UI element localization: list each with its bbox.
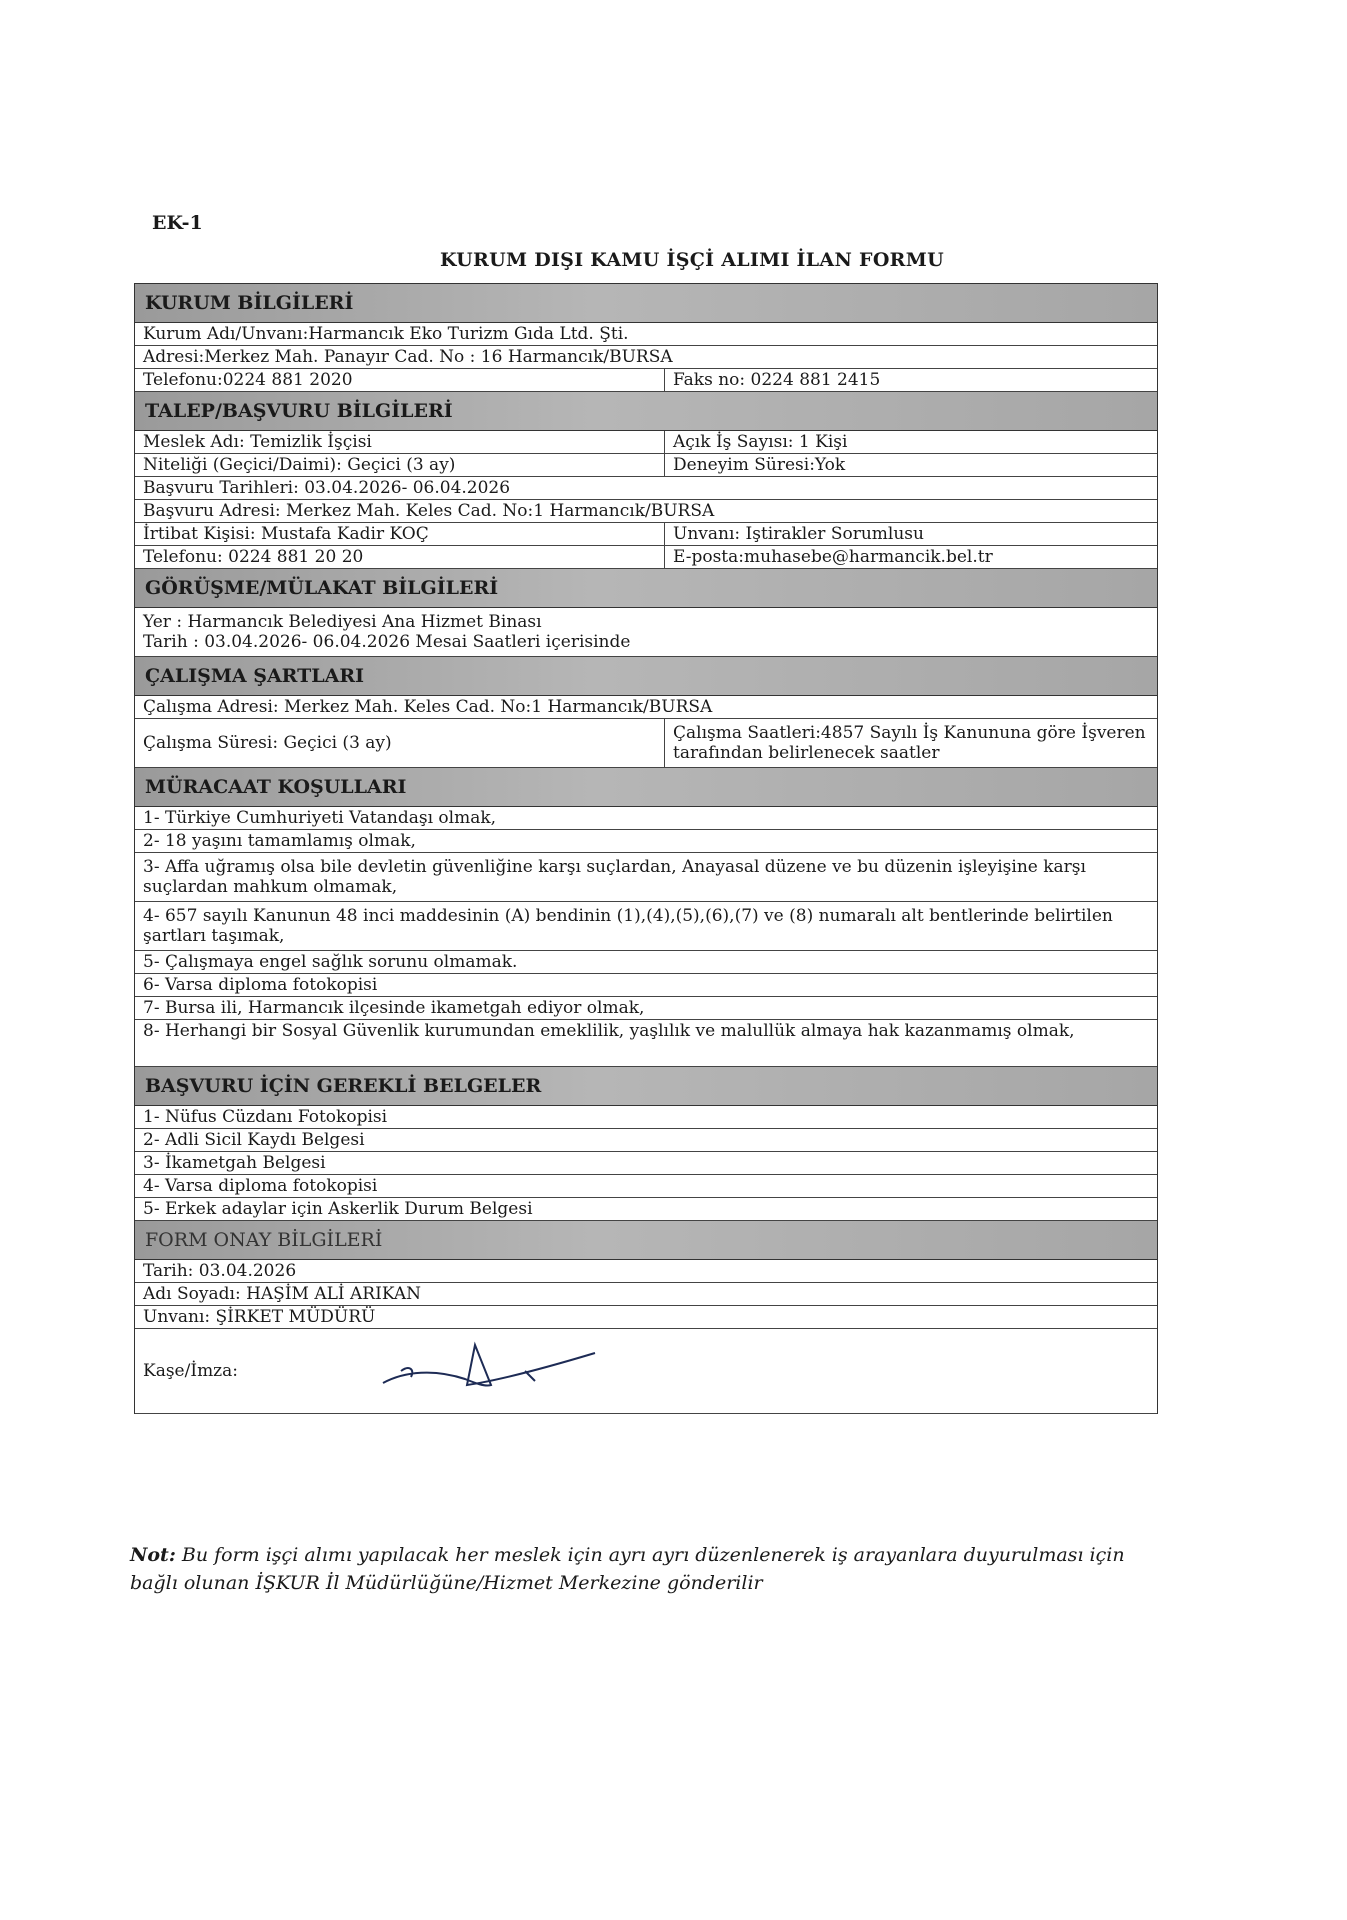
note-text: Bu form işçi alımı yapılacak her meslek için ayrı ayrı düzenlenerek iş arayanlara duyurulması için bağlı olunan İŞKUR İl Müdürlüğüne/Hizmet Merkezine gönderilir	[130, 1544, 1125, 1594]
irtibat-kisisi: İrtibat Kişisi: Mustafa Kadir KOÇ	[135, 523, 665, 545]
onay-tarih: Tarih: 03.04.2026	[143, 1261, 297, 1281]
list-item	[135, 1020, 1157, 1042]
belge-5: 5- Erkek adaylar için Askerlik Durum Belgesi	[143, 1199, 533, 1219]
row-onay-unvan	[135, 1306, 1157, 1329]
job-posting-form	[134, 283, 1158, 1414]
row-gorusme	[135, 608, 1157, 657]
muracaat-kosul-3: 3- Affa uğramış olsa bile devletin güvenliğine karşı suçlardan, Anayasal düzene ve bu düzenin işleyişine karşı suçlardan mahkum olmamak,	[143, 857, 1086, 897]
list-item	[135, 1175, 1157, 1198]
kurum-faks: Faks no: 0224 881 2415	[673, 370, 881, 390]
muracaat-kosul-8: 8- Herhangi bir Sosyal Güvenlik kurumundan emeklilik, yaşlılık ve malullük almaya hak kazanmamış olmak,	[143, 1021, 1075, 1041]
gorusme-tarih: Tarih : 03.04.2026- 06.04.2026 Mesai Saatleri içerisinde	[143, 632, 631, 652]
row-kase-imza	[135, 1329, 1157, 1414]
row-iletisim	[135, 546, 1157, 569]
gorusme-yer: Yer : Harmancık Belediyesi Ana Hizmet Binası	[143, 612, 542, 632]
row-onay-adi	[135, 1283, 1157, 1306]
kurum-adresi: Adresi:Merkez Mah. Panayır Cad. No : 16 Harmancık/BURSA	[143, 347, 673, 367]
list-item	[135, 807, 1157, 830]
row-kurum-adresi	[135, 346, 1157, 369]
belge-3: 3- İkametgah Belgesi	[143, 1153, 326, 1173]
list-item	[135, 974, 1157, 997]
list-item	[135, 1129, 1157, 1152]
muracaat-kosul-1: 1- Türkiye Cumhuriyeti Vatandaşı olmak,	[143, 808, 497, 828]
list-item	[135, 853, 1157, 902]
calisma-adresi: Çalışma Adresi: Merkez Mah. Keles Cad. No:1 Harmancık/BURSA	[143, 697, 713, 717]
meslek-adi: Meslek Adı: Temizlik İşçisi	[135, 431, 665, 453]
muracaat-kosul-6: 6- Varsa diploma fotokopisi	[143, 975, 378, 995]
muracaat-kosul-4: 4- 657 sayılı Kanunun 48 inci maddesinin (A) bendinin (1),(4),(5),(6),(7) ve (8) numaralı alt bentlerinde belirtilen şartları taşımak,	[143, 906, 1113, 946]
onay-unvani: Unvanı: ŞİRKET MÜDÜRÜ	[143, 1307, 376, 1327]
signature-mark	[375, 1335, 635, 1407]
deneyim-suresi: Deneyim Süresi:Yok	[673, 455, 846, 475]
section-belgeler-heading: BAŞVURU İÇİN GEREKLİ BELGELER	[135, 1067, 1157, 1106]
row-kurum-adi	[135, 323, 1157, 346]
muracaat-kosul-2: 2- 18 yaşını tamamlamış olmak,	[143, 831, 416, 851]
kurum-telefon: Telefonu:0224 881 2020	[135, 369, 665, 391]
note-label: Not:	[130, 1544, 176, 1566]
talep-telefon: Telefonu: 0224 881 20 20	[135, 546, 665, 568]
section-calisma-heading: ÇALIŞMA ŞARTLARI	[135, 657, 1157, 696]
calisma-saatleri: Çalışma Saatleri:4857 Sayılı İş Kanununa göre İşveren tarafından belirlenecek saatler	[673, 723, 1146, 763]
row-calisma-sure	[135, 719, 1157, 768]
list-item	[135, 830, 1157, 853]
list-item	[135, 902, 1157, 951]
section-talep-heading: TALEP/BAŞVURU BİLGİLERİ	[135, 392, 1157, 431]
niteligi: Niteliği (Geçici/Daimi): Geçici (3 ay)	[135, 454, 665, 476]
kase-imza-label: Kaşe/İmza:	[143, 1361, 239, 1381]
row-basvuru-adresi	[135, 500, 1157, 523]
section-gorusme-heading: GÖRÜŞME/MÜLAKAT BİLGİLERİ	[135, 569, 1157, 608]
row-basvuru-tarihleri	[135, 477, 1157, 500]
section-kurum-heading: KURUM BİLGİLERİ	[135, 284, 1157, 323]
row-calisma-adresi	[135, 696, 1157, 719]
basvuru-adresi: Başvuru Adresi: Merkez Mah. Keles Cad. No:1 Harmancık/BURSA	[143, 501, 715, 521]
footer-note	[130, 1541, 1170, 1597]
row-kurum-telefon	[135, 369, 1157, 392]
belge-1: 1- Nüfus Cüzdanı Fotokopisi	[143, 1107, 388, 1127]
kurum-adi: Kurum Adı/Unvanı:Harmancık Eko Turizm Gıda Ltd. Şti.	[143, 324, 629, 344]
annex-label: EK-1	[152, 212, 203, 234]
onay-adi-soyadi: Adı Soyadı: HAŞİM ALİ ARIKAN	[143, 1284, 421, 1304]
list-item	[135, 1152, 1157, 1175]
basvuru-tarihleri: Başvuru Tarihleri: 03.04.2026- 06.04.2026	[143, 478, 511, 498]
belge-2: 2- Adli Sicil Kaydı Belgesi	[143, 1130, 365, 1150]
muracaat-kosul-7: 7- Bursa ili, Harmancık ilçesinde ikametgah ediyor olmak,	[143, 998, 645, 1018]
list-item	[135, 997, 1157, 1020]
section-muracaat-heading: MÜRACAAT KOŞULLARI	[135, 768, 1157, 807]
row-meslek	[135, 431, 1157, 454]
list-item	[135, 1198, 1157, 1221]
muracaat-kosul-5: 5- Çalışmaya engel sağlık sorunu olmamak.	[143, 952, 518, 972]
list-item	[135, 951, 1157, 974]
calisma-suresi: Çalışma Süresi: Geçici (3 ay)	[135, 719, 665, 767]
row-niteligi	[135, 454, 1157, 477]
list-item	[135, 1106, 1157, 1129]
belge-4: 4- Varsa diploma fotokopisi	[143, 1176, 378, 1196]
row-onay-tarih	[135, 1260, 1157, 1283]
acik-is-sayisi: Açık İş Sayısı: 1 Kişi	[673, 432, 848, 452]
talep-eposta: E-posta:muhasebe@harmancik.bel.tr	[673, 547, 993, 567]
form-title: KURUM DIŞI KAMU İŞÇİ ALIMI İLAN FORMU	[440, 249, 944, 271]
section-onay-heading: FORM ONAY BİLGİLERİ	[135, 1221, 1157, 1260]
row-irtibat	[135, 523, 1157, 546]
spacer	[135, 1042, 1157, 1067]
irtibat-unvani: Unvanı: Iştirakler Sorumlusu	[673, 524, 924, 544]
